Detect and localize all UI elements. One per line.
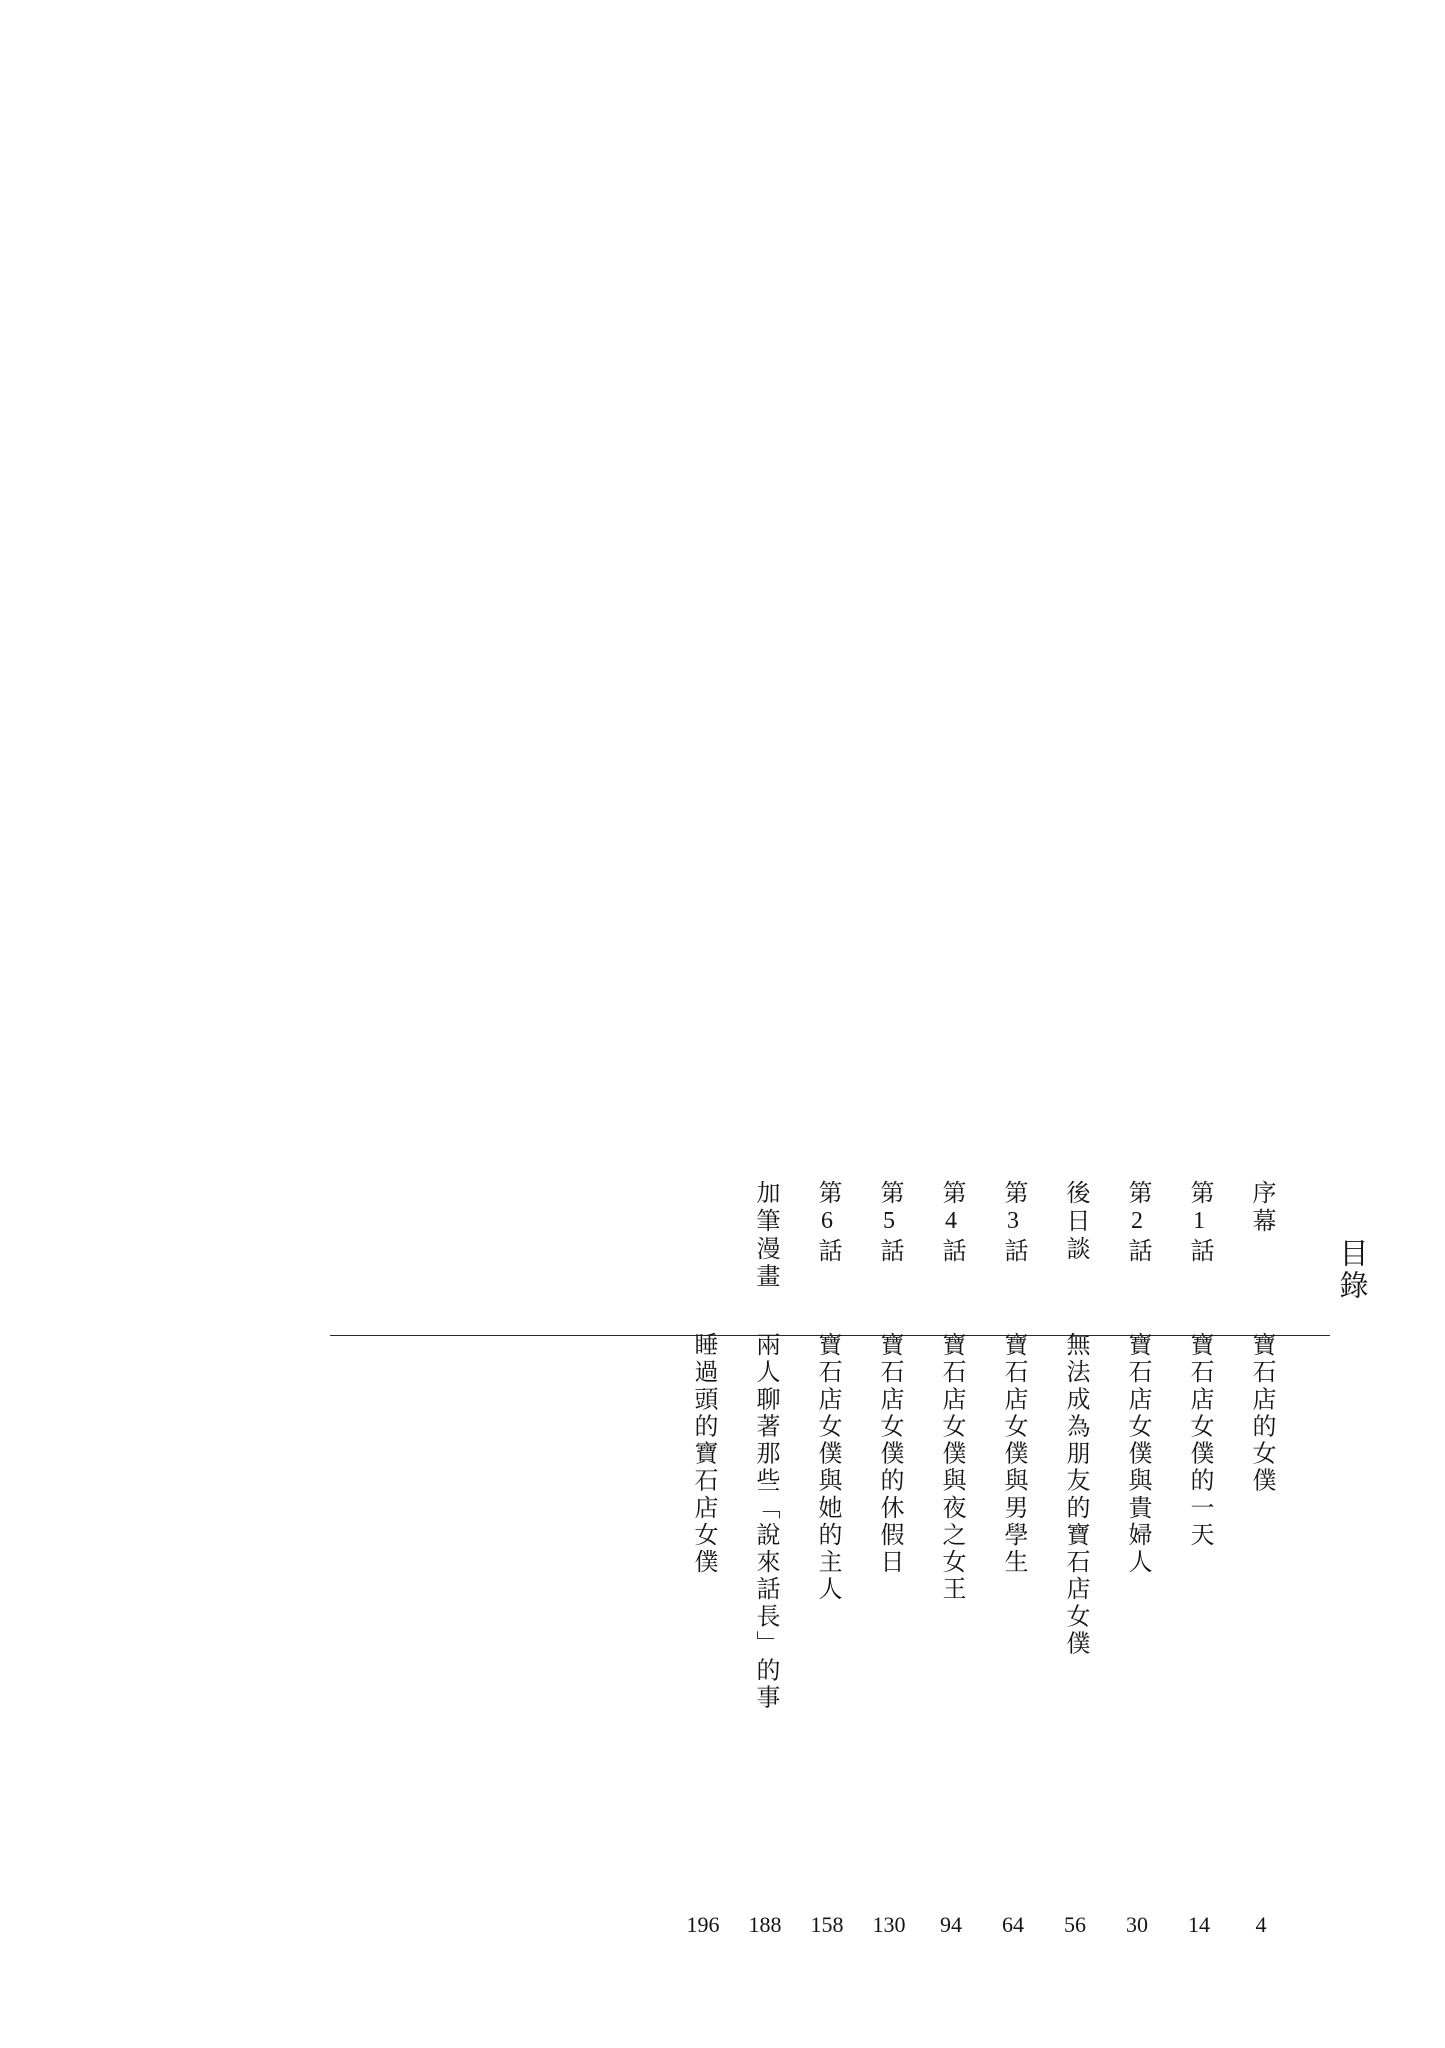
toc-entry-title: 寶石店女僕與她的主人 <box>814 1332 840 1604</box>
toc-entry-label: 第6話 <box>814 1180 840 1266</box>
toc-entry-title: 睡過頭的寶石店女僕 <box>690 1332 716 1577</box>
toc-entry-label: 第2話 <box>1124 1180 1150 1266</box>
toc-entry[interactable] <box>1106 1180 1168 1940</box>
toc-entry-title: 寶石店的女僕 <box>1248 1332 1274 1495</box>
toc-entry-page-number: 196 <box>686 1912 720 1937</box>
table-of-contents <box>330 1180 1410 1940</box>
toc-entry-label: 第5話 <box>876 1180 902 1266</box>
toc-entry[interactable] <box>1230 1180 1292 1940</box>
toc-entry-page-number: 4 <box>1255 1912 1267 1937</box>
page-title: 目錄 <box>1335 1238 1368 1302</box>
toc-entry[interactable] <box>796 1180 858 1940</box>
toc-entry-title: 兩人聊著那些「說來話長」的事 <box>752 1332 778 1712</box>
toc-entry-page-number: 64 <box>1002 1912 1024 1937</box>
toc-entry-title: 寶石店女僕與貴婦人 <box>1124 1332 1150 1577</box>
toc-entry[interactable] <box>982 1180 1044 1940</box>
toc-entry[interactable] <box>734 1180 796 1940</box>
toc-entry-title: 寶石店女僕的休假日 <box>876 1332 902 1577</box>
toc-entry-page-number: 188 <box>748 1912 782 1937</box>
toc-entry-title: 寶石店女僕的一天 <box>1186 1332 1212 1549</box>
toc-entry-label: 第1話 <box>1186 1180 1212 1266</box>
toc-entry[interactable] <box>1168 1180 1230 1940</box>
toc-heading-column <box>1292 1180 1410 1940</box>
toc-entry-page-number: 158 <box>810 1912 844 1937</box>
toc-entry-label: 後日談 <box>1062 1180 1088 1264</box>
toc-entry-title: 寶石店女僕與男學生 <box>1000 1332 1026 1577</box>
toc-entry-title: 無法成為朋友的寶石店女僕 <box>1062 1332 1088 1658</box>
toc-entry-page-number: 30 <box>1126 1912 1148 1937</box>
toc-entry-page-number: 94 <box>940 1912 962 1937</box>
toc-entry-label: 第3話 <box>1000 1180 1026 1266</box>
toc-entry[interactable] <box>672 1180 734 1940</box>
toc-entry[interactable] <box>920 1180 982 1940</box>
toc-entry-label: 序幕 <box>1248 1180 1274 1236</box>
toc-entry-label: 加筆漫畫 <box>752 1180 778 1292</box>
toc-entry-page-number: 14 <box>1188 1912 1210 1937</box>
toc-entry-label: 第4話 <box>938 1180 964 1266</box>
toc-entry-title: 寶石店女僕與夜之女王 <box>938 1332 964 1604</box>
toc-entry[interactable] <box>1044 1180 1106 1940</box>
toc-columns <box>330 1180 1410 1940</box>
toc-entry-page-number: 56 <box>1064 1912 1086 1937</box>
toc-entry[interactable] <box>858 1180 920 1940</box>
toc-entry-page-number: 130 <box>872 1912 906 1937</box>
